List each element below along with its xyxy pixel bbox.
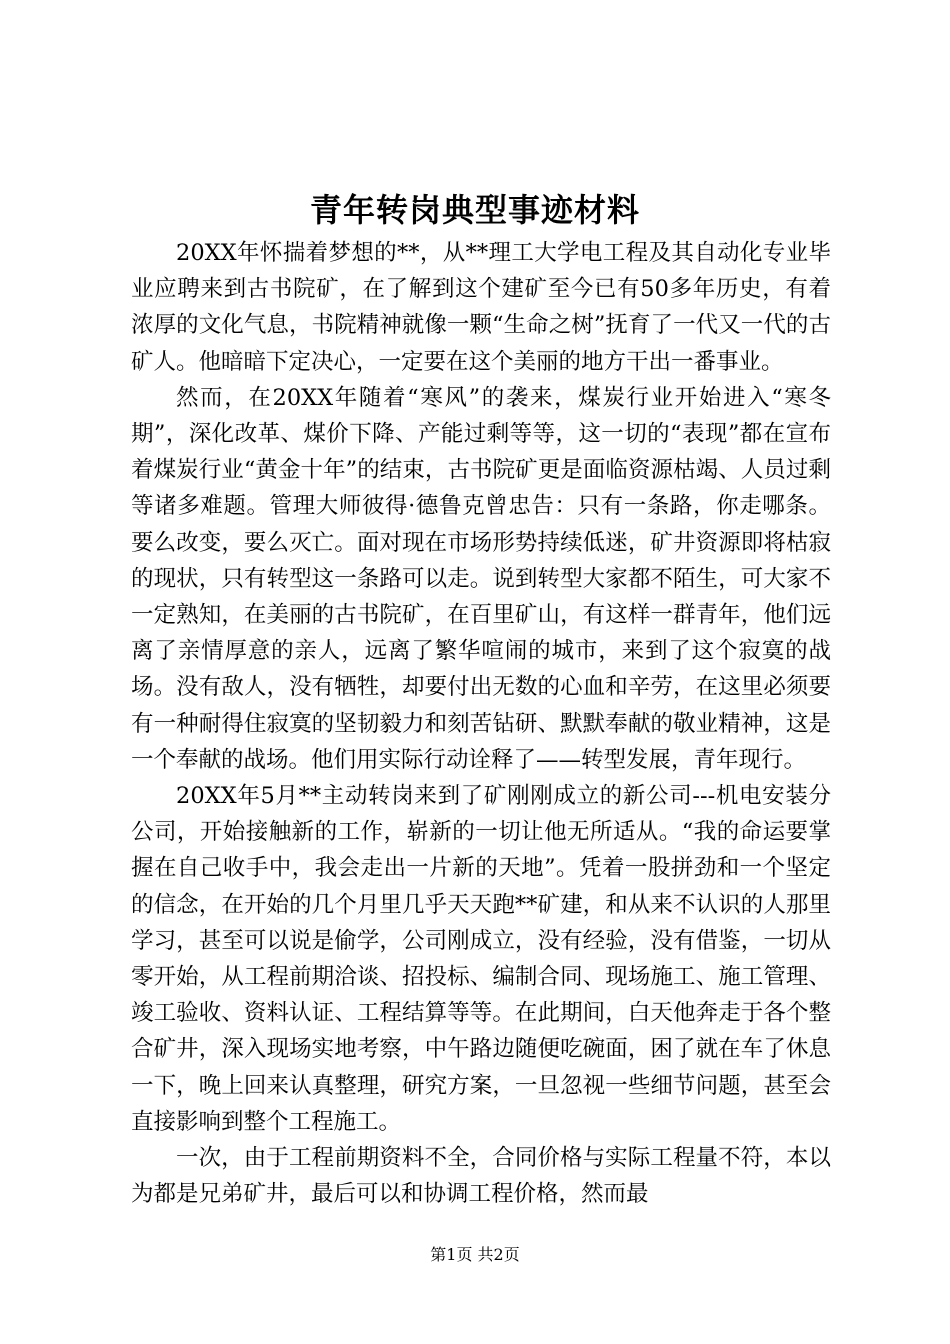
page-footer: 第1页 共2页 — [430, 1245, 520, 1264]
document-body — [131, 235, 831, 1212]
paragraph-1: 20XX年怀揣着梦想的**，从**理工大学电工程及其自动化专业毕业应聘来到古书院矿，在了解到这个建矿至今已有50多年历史，有着浓厚的文化气息，书院精神就像一颗“生命之树”抚育了一代又一代的古矿人。他暗暗下定决心，一定要在这个美丽的地方干出一番事业。 — [131, 240, 831, 375]
document-title: 青年转岗典型事迹材料 — [309, 191, 640, 229]
paragraph-4: 一次，由于工程前期资料不全，合同价格与实际工程量不符，本以为都是兄弟矿井，最后可以和协调工程价格，然而最 — [131, 1145, 831, 1208]
paragraph-2: 然而，在20XX年随着“寒风”的袭来，煤炭行业开始进入“寒冬期”，深化改革、煤价下降、产能过剩等等，这一切的“表现”都在宣布着煤炭行业“黄金十年”的结束，古书院矿更是面临资源枯竭、人员过剩等诸多难题。管理大师彼得·德鲁克曾忠告：只有一条路，你走哪条。要么改变，要么灭亡。面对现在市场形势持续低迷，矿井资源即将枯寂的现状，只有转型这一条路可以走。说到转型大家都不陌生，可大家不一定熟知，在美丽的古书院矿，在百里矿山，有这样一群青年，他们远离了亲情厚意的亲人，远离了繁华喧闹的城市，来到了这个寂寞的战场。没有敌人，没有牺牲，却要付出无数的心血和辛劳，在这里必须要有一种耐得住寂寞的坚韧毅力和刻苦钻研、默默奉献的敬业精神，这是一个奉献的战场。他们用实际行动诠释了——转型发展，青年现行。 — [131, 384, 831, 773]
paragraph-3: 20XX年5月**主动转岗来到了矿刚刚成立的新公司---机电安装分公司，开始接触新的工作，崭新的一切让他无所适从。“我的命运要掌握在自己收手中，我会走出一片新的天地”。凭着一股拼劲和一个坚定的信念，在开始的几个月里几乎天天跑**矿建，和从来不认识的人那里学习，甚至可以说是偷学，公司刚成立，没有经验，没有借鉴，一切从零开始，从工程前期洽谈、招投标、编制合同、现场施工、施工管理、竣工验收、资料认证、工程结算等等。在此期间，白天他奔走于各个整合矿井，深入现场实地考察，中午路边随便吃碗面，困了就在车了休息一下，晚上回来认真整理，研究方案，一旦忽视一些细节问题，甚至会直接影响到整个工程施工。 — [131, 783, 831, 1135]
